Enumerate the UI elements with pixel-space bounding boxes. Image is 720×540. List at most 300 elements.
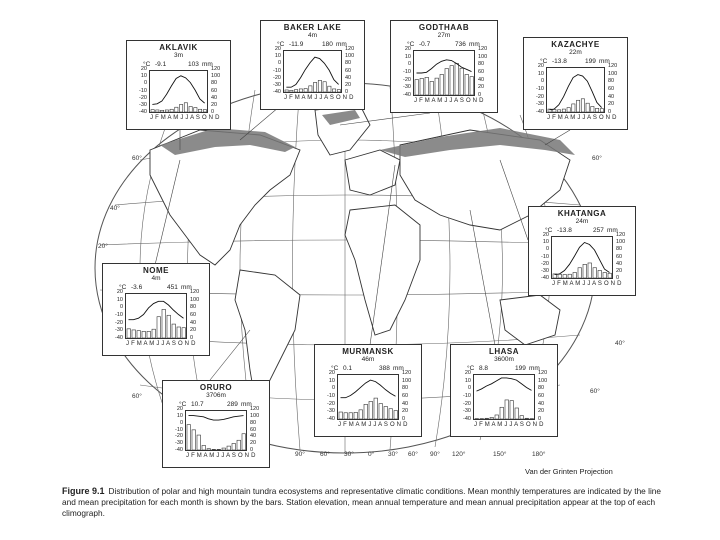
annual-precip: 451 <box>167 284 178 291</box>
temperature-line <box>549 75 601 110</box>
precip-tick-label: 100 <box>250 412 260 419</box>
lon-label: 90° <box>295 451 305 458</box>
mean-annual-temp: -13.8 <box>557 227 572 234</box>
precip-tick-label: 100 <box>608 70 618 77</box>
station-name: KAZACHYE <box>551 40 600 49</box>
station-elevation: 4m <box>151 275 161 282</box>
precip-bar <box>394 411 398 419</box>
precip-tick-label: 60 <box>478 69 485 75</box>
precip-tick-label: 120 <box>608 63 618 69</box>
precip-bar <box>309 86 312 92</box>
precip-bar <box>374 398 378 419</box>
climograph-plot <box>413 50 475 96</box>
precip-tick-label: 20 <box>478 84 485 91</box>
temp-tick-label: 10 <box>274 53 281 60</box>
precip-bar <box>162 309 166 338</box>
precip-bar <box>161 110 164 112</box>
station-name: MURMANSK <box>342 347 394 356</box>
lat-label-20n-left: 20° <box>98 243 108 250</box>
precip-unit: mm <box>202 61 213 68</box>
precip-unit: mm <box>241 401 252 408</box>
precip-bar <box>299 89 302 92</box>
mean-annual-temp: -11.9 <box>289 41 304 48</box>
precip-tick-label: 100 <box>616 239 626 246</box>
precip-unit: mm <box>469 41 480 48</box>
temp-unit: °C <box>331 365 339 372</box>
precip-tick-label: 60 <box>211 87 218 94</box>
precip-bar <box>142 331 146 338</box>
temp-tick-label: 20 <box>537 63 544 69</box>
precip-axis-ticks <box>478 46 496 98</box>
temp-tick-label: -30 <box>541 267 549 274</box>
month-axis-labels: J F M A M J J A S O N D <box>284 95 354 101</box>
temp-tick-label: -20 <box>541 260 549 267</box>
precip-bar <box>323 82 326 92</box>
annual-precip: 180 <box>322 41 333 48</box>
precip-tick-label: 20 <box>402 408 409 415</box>
mean-annual-temp: 10.7 <box>191 401 204 408</box>
caption-text: Distribution of polar and high mountain tundra ecosystems and representative climatic conditions. Mean monthly temperatures are indicated by the line and mean precipitation for each month is shown by the bars. Station elevation, mean annual temperature and mean annual precipitation appear at the top of each climograph. <box>62 486 662 518</box>
climograph-svg <box>547 68 604 112</box>
temp-tick-label: 0 <box>540 78 544 85</box>
precip-bar <box>600 109 603 112</box>
temp-tick-label: -20 <box>536 93 544 100</box>
precip-bar <box>184 103 187 112</box>
annual-precip: 199 <box>515 365 526 372</box>
station-name: GODTHAAB <box>418 23 470 32</box>
temp-tick-label: -10 <box>536 86 544 92</box>
precip-axis-ticks <box>345 46 363 95</box>
precip-tick-label: 40 <box>402 400 409 407</box>
lon-label: 60° <box>320 451 330 458</box>
temp-tick-label: -10 <box>273 67 281 74</box>
precip-bar <box>420 79 424 96</box>
precip-bar <box>583 264 587 278</box>
lat-label-60n-left: 60° <box>132 155 142 162</box>
precip-tick-label: 0 <box>402 416 406 422</box>
precip-bar <box>440 74 444 95</box>
precip-bar <box>156 110 159 112</box>
precip-tick-label: 100 <box>538 377 548 384</box>
mean-annual-temp: -9.1 <box>155 61 167 68</box>
lat-label-40s-right: 40° <box>615 340 625 347</box>
precip-bar <box>455 63 459 95</box>
temp-tick-label: -40 <box>536 109 544 115</box>
precip-bar <box>573 273 577 278</box>
precip-tick-label: 0 <box>478 92 482 98</box>
precip-tick-label: 120 <box>211 66 221 72</box>
temp-tick-label: -20 <box>115 319 123 326</box>
annual-precip: 736 <box>455 41 466 48</box>
temp-tick-label: 10 <box>328 377 335 384</box>
figure-caption <box>62 486 662 519</box>
precip-bar <box>593 268 597 278</box>
precip-bar <box>460 68 464 95</box>
precip-tick-label: 80 <box>608 78 615 85</box>
temp-tick-label: -10 <box>463 393 471 399</box>
temp-tick-label: 0 <box>179 419 183 426</box>
temperature-line <box>341 380 396 398</box>
climograph-plot <box>551 236 613 279</box>
mean-annual-temp: -13.8 <box>552 58 567 65</box>
climograph-svg <box>474 375 534 419</box>
precip-bar <box>232 444 236 451</box>
precip-tick-label: 0 <box>616 275 620 281</box>
climograph-oruro <box>162 380 270 468</box>
precip-tick-label: 20 <box>190 327 197 334</box>
climograph-khatanga <box>528 206 636 296</box>
precip-bar <box>581 99 584 112</box>
climograph-plot <box>337 374 399 420</box>
precip-axis-ticks <box>250 406 268 453</box>
month-axis-labels: J F M A M J J A S O N D <box>552 281 622 287</box>
lon-label: 30° <box>344 451 354 458</box>
temp-tick-label: 0 <box>407 61 411 68</box>
temp-tick-label: -30 <box>327 408 335 415</box>
temp-axis-ticks <box>526 63 544 115</box>
mean-annual-temp: -0.7 <box>419 41 431 48</box>
precip-bar <box>435 78 439 95</box>
precip-tick-label: 0 <box>211 109 215 115</box>
temp-tick-label: -30 <box>175 440 183 447</box>
precip-bar <box>175 107 178 112</box>
precip-bar <box>430 81 434 95</box>
precip-bar <box>152 329 156 338</box>
month-axis-labels: J F M A M J J A S O N D <box>150 115 220 121</box>
precip-tick-label: 120 <box>250 406 260 412</box>
temp-tick-label: 10 <box>464 377 471 384</box>
station-name: ORURO <box>199 383 233 392</box>
temp-unit: °C <box>545 227 553 234</box>
projection-label: Van der Grinten Projection <box>525 467 613 476</box>
precip-tick-label: 60 <box>250 426 257 433</box>
climograph-plot <box>473 374 535 420</box>
precip-bar <box>137 331 141 338</box>
climograph-plot <box>185 410 247 451</box>
climograph-plot <box>125 293 187 339</box>
temp-tick-label: -20 <box>273 74 281 81</box>
lat-label-40n-left: 40° <box>110 205 120 212</box>
precip-unit: mm <box>393 365 404 372</box>
temp-axis-ticks <box>531 232 549 281</box>
precip-axis-ticks <box>538 370 556 422</box>
temp-unit: °C <box>407 41 415 48</box>
temp-tick-label: -30 <box>536 101 544 108</box>
precip-bar <box>295 90 298 92</box>
station-elevation: 24m <box>575 218 589 225</box>
precip-bar <box>558 274 562 278</box>
climograph-svg <box>552 237 612 278</box>
temp-unit: °C <box>179 401 187 408</box>
annual-precip: 103 <box>188 61 199 68</box>
climograph-kazachye <box>523 37 628 130</box>
temp-tick-label: -10 <box>403 69 411 75</box>
temp-tick-label: -20 <box>175 433 183 440</box>
precip-bar <box>586 103 589 112</box>
precip-bar <box>237 440 241 450</box>
temperature-line <box>477 378 532 391</box>
climograph-murmansk <box>314 344 422 437</box>
precip-tick-label: 100 <box>478 53 488 60</box>
temp-unit: °C <box>467 365 475 372</box>
precip-bar <box>180 104 183 112</box>
temp-tick-label: 0 <box>545 246 549 253</box>
precip-bar <box>415 80 419 95</box>
precip-tick-label: 20 <box>616 267 623 274</box>
precip-bar <box>379 404 383 419</box>
precip-bar <box>227 446 231 450</box>
precip-tick-label: 80 <box>211 80 218 87</box>
lon-label: 120° <box>452 451 466 458</box>
temp-tick-label: 0 <box>467 385 471 392</box>
precip-tick-label: 40 <box>538 400 545 407</box>
precip-bar <box>500 407 504 419</box>
precip-bar <box>157 317 161 338</box>
station-name: NOME <box>143 266 169 275</box>
precip-bar <box>242 434 246 450</box>
precip-tick-label: 100 <box>190 296 200 303</box>
precip-bar <box>525 418 529 419</box>
lat-label-60s-left: 60° <box>132 393 142 400</box>
temperature-line <box>555 242 610 274</box>
precip-bar <box>567 108 570 112</box>
temp-tick-label: 10 <box>140 73 147 80</box>
precip-tick-label: 100 <box>345 53 355 60</box>
temp-axis-ticks <box>263 46 281 95</box>
temp-tick-label: -30 <box>115 327 123 334</box>
precip-tick-label: 40 <box>190 319 197 326</box>
month-axis-labels: J F M A M J J A S O N D <box>126 341 196 347</box>
temp-tick-label: -10 <box>541 253 549 260</box>
lon-label: 0° <box>368 451 375 458</box>
climograph-lhasa <box>450 344 558 437</box>
precip-tick-label: 40 <box>250 433 257 440</box>
temp-axis-ticks <box>165 406 183 453</box>
temp-tick-label: 20 <box>328 370 335 376</box>
precip-bar <box>596 108 599 112</box>
temp-unit: °C <box>119 284 127 291</box>
annual-precip: 289 <box>227 401 238 408</box>
precip-bar <box>127 329 131 338</box>
climograph-aklavik <box>126 40 231 130</box>
precip-unit: mm <box>181 284 192 291</box>
precip-bar <box>197 435 201 450</box>
precip-tick-label: 80 <box>538 385 545 392</box>
precip-tick-label: 0 <box>345 89 349 95</box>
precip-bar <box>510 401 514 419</box>
precip-tick-label: 20 <box>538 408 545 415</box>
precip-tick-label: 100 <box>402 377 412 384</box>
precip-bar <box>147 331 151 338</box>
lat-label-60n-right: 60° <box>592 155 602 162</box>
precip-bar <box>515 408 519 419</box>
precip-bar <box>304 89 307 92</box>
precip-tick-label: 60 <box>402 393 409 399</box>
precip-bar <box>558 110 561 112</box>
precip-bar <box>314 82 317 92</box>
precip-tick-label: 60 <box>345 67 352 74</box>
precip-unit: mm <box>607 227 618 234</box>
precip-bar <box>199 109 202 112</box>
temp-tick-label: 20 <box>404 46 411 52</box>
temp-tick-label: -10 <box>327 393 335 399</box>
temp-tick-label: -30 <box>463 408 471 415</box>
precip-bar <box>172 324 176 338</box>
precip-bar <box>202 445 206 450</box>
station-name: KHATANGA <box>557 209 607 218</box>
temp-axis-ticks <box>317 370 335 422</box>
precip-bar <box>578 268 582 278</box>
temperature-line <box>129 301 184 319</box>
station-elevation: 3600m <box>494 356 514 363</box>
temp-tick-label: 0 <box>143 80 147 87</box>
precip-unit: mm <box>529 365 540 372</box>
temp-unit: °C <box>143 61 151 68</box>
station-elevation: 22m <box>569 49 582 56</box>
precip-tick-label: 40 <box>478 76 485 83</box>
precip-bar <box>192 430 196 450</box>
precip-tick-label: 120 <box>402 370 412 376</box>
precip-bar <box>187 425 191 450</box>
precip-tick-label: 80 <box>478 61 485 68</box>
precip-bar <box>603 273 607 278</box>
precip-bar <box>203 110 206 112</box>
precip-bar <box>182 328 186 338</box>
precip-bar <box>389 409 393 419</box>
temp-tick-label: -40 <box>403 92 411 98</box>
precip-tick-label: 0 <box>608 109 612 115</box>
station-name: BAKER LAKE <box>283 23 342 32</box>
temp-tick-label: 20 <box>542 232 549 238</box>
climograph-svg <box>414 51 474 95</box>
precip-axis-ticks <box>608 63 626 115</box>
precip-axis-ticks <box>190 289 208 341</box>
precip-tick-label: 120 <box>478 46 488 52</box>
precip-bar <box>207 449 211 450</box>
precip-tick-label: 40 <box>608 93 615 100</box>
precip-tick-label: 0 <box>190 335 194 341</box>
precip-bar <box>364 404 368 419</box>
precip-bar <box>384 407 388 419</box>
temp-tick-label: -40 <box>139 109 147 115</box>
month-axis-labels: J F M A M J J A S O N D <box>338 422 408 428</box>
temp-tick-label: 0 <box>277 60 281 67</box>
precip-bar <box>505 400 509 419</box>
temp-tick-label: 0 <box>119 304 123 311</box>
precip-tick-label: 60 <box>538 393 545 399</box>
mean-annual-temp: -3.6 <box>131 284 143 291</box>
temperature-line <box>286 57 338 87</box>
climograph-plot <box>283 50 342 93</box>
precip-bar <box>217 449 221 450</box>
precip-bar <box>591 107 594 113</box>
precip-tick-label: 120 <box>616 232 626 238</box>
annual-precip: 257 <box>593 227 604 234</box>
precip-bar <box>470 77 474 95</box>
temp-tick-label: -20 <box>403 76 411 83</box>
precip-bar <box>520 416 524 419</box>
lat-label-60s-right: 60° <box>590 388 600 395</box>
precip-bar <box>328 86 331 92</box>
temp-tick-label: 20 <box>464 370 471 376</box>
precip-bar <box>562 109 565 112</box>
climograph-svg <box>284 51 341 92</box>
climograph-svg <box>126 294 186 338</box>
temperature-line <box>152 76 204 105</box>
precip-bar <box>337 90 340 92</box>
precip-bar <box>344 413 348 419</box>
temp-axis-ticks <box>105 289 123 341</box>
precip-tick-label: 40 <box>616 260 623 267</box>
lon-label: 150° <box>493 451 507 458</box>
precip-bar <box>450 66 454 95</box>
precip-bar <box>495 415 499 419</box>
temp-axis-ticks <box>129 66 147 115</box>
temp-tick-label: -40 <box>273 89 281 95</box>
lon-label: 180° <box>532 451 546 458</box>
precip-bar <box>339 412 343 419</box>
temp-tick-label: -40 <box>541 275 549 281</box>
precip-tick-label: 20 <box>608 101 615 108</box>
precip-bar <box>608 273 612 278</box>
precip-bar <box>572 104 575 112</box>
precip-bar <box>577 100 580 112</box>
precip-unit: mm <box>336 41 347 48</box>
temp-tick-label: 10 <box>537 70 544 77</box>
precip-bar <box>222 448 226 450</box>
annual-precip: 388 <box>379 365 390 372</box>
station-elevation: 46m <box>361 356 375 363</box>
month-axis-labels: J F M A M J J A S O N D <box>186 453 256 459</box>
precip-bar <box>563 275 567 278</box>
precip-bar <box>194 108 197 112</box>
precip-tick-label: 80 <box>190 304 197 311</box>
temp-tick-label: -40 <box>463 416 471 422</box>
mean-annual-temp: 0.1 <box>343 365 353 372</box>
temp-tick-label: 10 <box>116 296 123 303</box>
climograph-baker-lake <box>260 20 365 110</box>
temp-tick-label: -30 <box>139 101 147 108</box>
temp-tick-label: -30 <box>403 84 411 91</box>
climograph-svg <box>150 71 207 112</box>
precip-tick-label: 60 <box>190 312 197 318</box>
mean-annual-temp: 8.8 <box>479 365 489 372</box>
lon-label: 90° <box>430 451 440 458</box>
climograph-svg <box>338 375 398 419</box>
temp-tick-label: -40 <box>115 335 123 341</box>
precip-tick-label: 80 <box>250 419 257 426</box>
precip-unit: mm <box>599 58 610 65</box>
precip-bar <box>490 418 494 419</box>
lon-label: 60° <box>408 451 418 458</box>
temp-tick-label: 10 <box>176 412 183 419</box>
temp-tick-label: 10 <box>542 239 549 246</box>
precip-bar <box>369 401 373 419</box>
climograph-svg <box>186 411 246 450</box>
temp-tick-label: -10 <box>139 87 147 94</box>
precip-tick-label: 40 <box>345 74 352 81</box>
precip-tick-label: 0 <box>538 416 542 422</box>
precip-bar <box>598 270 602 278</box>
lon-label: 30° <box>388 451 398 458</box>
precip-bar <box>189 107 192 112</box>
temperature-line <box>189 416 244 421</box>
precip-bar <box>359 410 363 419</box>
precip-bar <box>425 77 429 95</box>
temp-tick-label: 20 <box>116 289 123 295</box>
precip-tick-label: 60 <box>616 253 623 260</box>
africa <box>345 205 420 335</box>
